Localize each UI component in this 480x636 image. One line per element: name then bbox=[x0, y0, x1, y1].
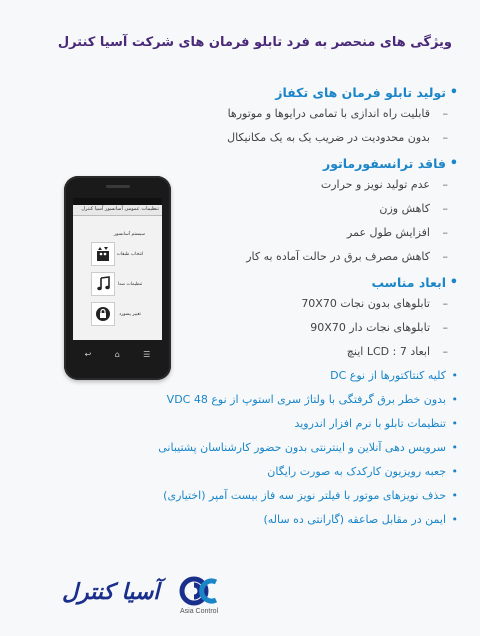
phone-menu-item bbox=[90, 299, 145, 329]
bullet-item bbox=[118, 508, 458, 532]
logo-english-text: Asia Control bbox=[180, 608, 219, 615]
dash-marker: – bbox=[442, 345, 448, 358]
phone-screen bbox=[73, 198, 162, 340]
item-text: ایمن در مقابل صاعقه (گارانتی ده ساله) bbox=[263, 513, 446, 526]
phone-status-bar bbox=[73, 198, 162, 205]
bullet-item bbox=[118, 388, 458, 412]
item-text: تابلوهای نجات دار 90X70 bbox=[310, 321, 430, 334]
bullet-marker: • bbox=[451, 465, 458, 478]
phone-speaker bbox=[106, 185, 130, 188]
bullet-marker: • bbox=[451, 417, 458, 430]
item-text: افزایش طول عمر bbox=[347, 226, 430, 239]
item-text: تنظیمات تابلو با نرم افزار اندروید bbox=[294, 417, 446, 430]
phone-menu-label: انتخاب طبقات bbox=[116, 251, 144, 257]
item-text: جعبه رویزیون کارکدک به صورت رایگان bbox=[267, 465, 446, 478]
item-text: بدون خطر برق گرفتگی با ولتاژ سری استوپ از نوع 48 VDC bbox=[166, 393, 446, 406]
item-text: ابعاد LCD : 7 اینچ bbox=[346, 345, 430, 358]
dash-marker: – bbox=[442, 297, 448, 310]
bullet-marker: • bbox=[451, 513, 458, 526]
phone-menu-item bbox=[90, 239, 145, 269]
menu-icon: ☰ bbox=[143, 349, 151, 359]
item-text: تولید تابلو فرمان های تکفاز bbox=[275, 85, 446, 100]
phone-image bbox=[64, 176, 171, 380]
item-text: فاقد ترانسفورماتور bbox=[323, 156, 446, 171]
section-heading bbox=[118, 84, 458, 102]
phone-menu-item bbox=[90, 269, 145, 299]
item-text: کاهش وزن bbox=[379, 202, 430, 215]
dash-marker: – bbox=[442, 202, 448, 215]
back-icon: ↩ bbox=[84, 349, 92, 359]
bullet-item bbox=[118, 436, 458, 460]
dash-marker: – bbox=[442, 226, 448, 239]
dash-marker: – bbox=[442, 321, 448, 334]
sub-bullet-item bbox=[118, 126, 458, 150]
lock-icon bbox=[91, 302, 115, 326]
dash-marker: – bbox=[442, 250, 448, 263]
phone-menu-label: تنظیمات صدا bbox=[117, 281, 143, 287]
logo-mark-icon bbox=[172, 574, 226, 608]
item-text: تابلوهای بدون نجات 70X70 bbox=[301, 297, 430, 310]
phone-app-title: تنظیمات عمومی آسانسور آسیا کنترل bbox=[73, 205, 162, 216]
dash-marker: – bbox=[442, 107, 448, 120]
bullet-marker: • bbox=[451, 393, 458, 406]
sub-bullet-item bbox=[118, 102, 458, 126]
logo-text: آسیا کنترل bbox=[62, 580, 160, 605]
item-text: عدم تولید نویز و حرارت bbox=[320, 178, 430, 191]
bullet-item bbox=[118, 460, 458, 484]
item-text: ابعاد مناسب bbox=[371, 275, 446, 290]
phone-menu bbox=[90, 229, 145, 329]
bullet-marker: • bbox=[449, 156, 458, 171]
home-icon: ⌂ bbox=[114, 349, 120, 359]
bullet-marker: • bbox=[451, 489, 458, 502]
phone-menu-header: سیستم آسانسور bbox=[113, 231, 145, 237]
section-heading bbox=[118, 155, 458, 173]
phone-nav-bar bbox=[73, 346, 162, 362]
bullet-marker: • bbox=[451, 441, 458, 454]
music-note-icon bbox=[91, 272, 115, 296]
elevator-icon bbox=[91, 242, 115, 266]
bullet-marker: • bbox=[451, 369, 458, 382]
item-text: کاهش مصرف برق در حالت آماده به کار bbox=[246, 250, 430, 263]
company-logo bbox=[62, 572, 232, 622]
dash-marker: – bbox=[442, 131, 448, 144]
item-text: حذف نویزهای موتور با فیلتر نویز سه فاز بیست آمپر (اختیاری) bbox=[163, 489, 446, 502]
phone-menu-label: تغییر پسورد bbox=[119, 311, 141, 317]
item-text: بدون محدودیت در ضریب یک به یک مکانیکال bbox=[227, 131, 430, 144]
bullet-item bbox=[118, 412, 458, 436]
item-text: قابلیت راه اندازی با تمامی درایوها و موتورها bbox=[227, 107, 430, 120]
bullet-marker: • bbox=[449, 275, 458, 290]
dash-marker: – bbox=[442, 178, 448, 191]
page-title: ویژگی های منحصر به فرد تابلو فرمان های شرکت آسیا کنترل bbox=[57, 35, 452, 50]
item-text: سرویس دهی آنلاین و اینترنتی بدون حضور کارشناسان پشتیبانی bbox=[158, 441, 446, 454]
item-text: کلیه کنتاکتورها از نوع DC bbox=[330, 369, 446, 382]
bullet-item bbox=[118, 484, 458, 508]
bullet-marker: • bbox=[449, 85, 458, 100]
